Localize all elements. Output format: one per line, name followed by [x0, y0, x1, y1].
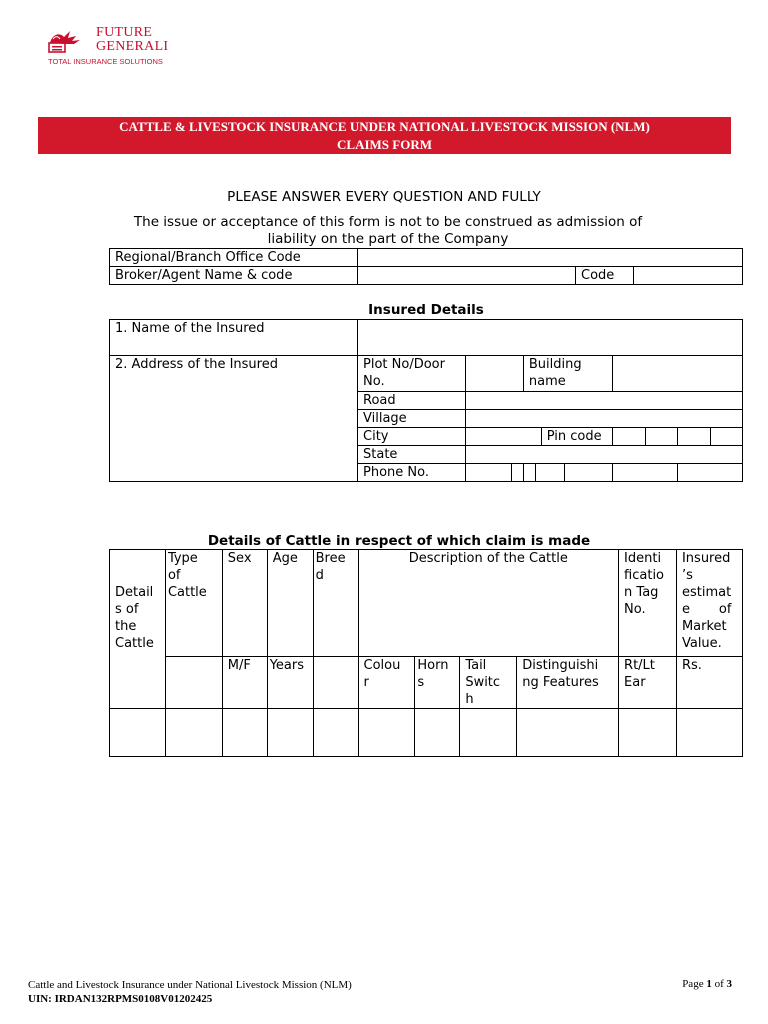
rtlt-line: Ear	[624, 675, 646, 690]
disclaimer-line1: The issue or acceptance of this form is not to be construed as admission of	[133, 214, 643, 230]
entry-cell-horns[interactable]	[415, 709, 460, 757]
ident-header-line: Identi	[624, 551, 662, 566]
cattle-details-title: Details of Cattle in respect of which claim is made	[207, 533, 591, 549]
estimate-header-line: e of	[681, 602, 732, 617]
horns-line: s	[417, 675, 425, 690]
village-label: Village	[358, 410, 466, 428]
years-subheader: Years	[267, 657, 313, 709]
banner-title-line2: CLAIMS FORM	[337, 137, 432, 152]
phone-label: Phone No.	[358, 464, 466, 482]
cattle-details-label-line: Detail	[115, 585, 154, 600]
state-field[interactable]	[466, 446, 743, 464]
village-field[interactable]	[466, 410, 743, 428]
ident-header-line: ficatio	[624, 568, 665, 583]
mf-subheader: M/F	[222, 657, 267, 709]
logo-tagline: TOTAL INSURANCE SOLUTIONS	[48, 57, 163, 66]
office-table	[109, 248, 743, 285]
plot-field[interactable]	[466, 356, 524, 392]
footer-uin: UIN: IRDAN132RPMS0108V01202425	[28, 993, 213, 1005]
footer-left	[28, 978, 352, 1006]
phone-box-3[interactable]	[523, 464, 535, 482]
pin-digit-2[interactable]	[645, 428, 678, 446]
colour-subheader	[358, 657, 415, 709]
entry-cell-value[interactable]	[676, 709, 742, 757]
description-header: Description of the Cattle	[358, 550, 619, 657]
broker-agent-label: Broker/Agent Name & code	[110, 267, 358, 285]
tail-switch-subheader	[460, 657, 517, 709]
cattle-details-label-line: the	[115, 619, 137, 634]
entry-cell-type[interactable]	[165, 709, 222, 757]
entry-cell-sex[interactable]	[222, 709, 267, 757]
of-word: of	[714, 978, 724, 990]
building-field[interactable]	[613, 356, 743, 392]
type-subheader-blank	[165, 657, 222, 709]
regional-branch-label: Regional/Branch Office Code	[110, 249, 358, 267]
insured-name-label: 1. Name of the Insured	[110, 320, 358, 356]
disclaimer-line2: liability on the part of the Company	[267, 231, 509, 247]
regional-branch-field[interactable]	[358, 249, 743, 267]
form-title-banner	[38, 117, 731, 154]
identification-tag-header	[619, 550, 677, 657]
pin-digit-1[interactable]	[613, 428, 646, 446]
logo-text-future: FUTURE	[96, 25, 153, 40]
distinguishing-line: Distinguishi	[522, 658, 599, 673]
entry-cell-age[interactable]	[267, 709, 313, 757]
sex-header: Sex	[222, 550, 267, 657]
city-field[interactable]	[466, 428, 542, 446]
pin-digit-3[interactable]	[678, 428, 711, 446]
type-of-cattle-header	[165, 550, 222, 657]
colour-line: r	[363, 675, 369, 690]
entry-cell-details[interactable]	[110, 709, 166, 757]
building-label-line1: Building	[528, 357, 582, 372]
tail-line: Tail	[465, 658, 487, 673]
tail-line: h	[465, 692, 474, 707]
estimate-header-line: estimat	[681, 585, 732, 600]
estimate-header-line: ’s	[681, 568, 693, 583]
cattle-details-label-line: Cattle	[115, 636, 154, 651]
entry-cell-ear[interactable]	[619, 709, 677, 757]
page-current: 1	[706, 978, 712, 990]
lion-emblem-icon	[46, 28, 90, 54]
phone-box-4[interactable]	[535, 464, 565, 482]
phone-box-1[interactable]	[466, 464, 512, 482]
page-number	[660, 978, 732, 990]
distinguishing-features-subheader	[517, 657, 619, 709]
cattle-details-table	[109, 549, 743, 757]
road-label: Road	[358, 392, 466, 410]
logo-text-generali: GENERALI	[96, 39, 169, 54]
estimate-header-line: Insured	[681, 551, 731, 566]
insured-address-label: 2. Address of the Insured	[110, 356, 358, 482]
insured-name-field[interactable]	[358, 320, 743, 356]
type-header-line: Cattle	[167, 585, 207, 600]
ident-header-line: n Tag	[624, 585, 659, 600]
rt-lt-ear-subheader	[619, 657, 677, 709]
breed-header-line: Bree	[315, 551, 346, 566]
plot-label-line1: Plot No/Door	[363, 357, 445, 372]
banner-title-line1: CATTLE & LIVESTOCK INSURANCE UNDER NATIONAL LIVESTOCK MISSION (NLM)	[119, 119, 650, 134]
estimate-header-line: Market	[681, 619, 727, 634]
colour-line: Colou	[363, 658, 401, 673]
building-label-line2: name	[528, 374, 566, 389]
breed-header-line: d	[315, 568, 324, 583]
instruction-text: PLEASE ANSWER EVERY QUESTION AND FULLY	[227, 189, 541, 205]
cattle-details-label-line: s of	[115, 602, 139, 617]
type-header-line: Type	[167, 551, 198, 566]
age-header: Age	[267, 550, 313, 657]
insured-details-table	[109, 319, 743, 482]
phone-box-2[interactable]	[512, 464, 524, 482]
phone-box-5[interactable]	[565, 464, 613, 482]
entry-cell-tail[interactable]	[460, 709, 517, 757]
distinguishing-line: ng Features	[522, 675, 599, 690]
state-label: State	[358, 446, 466, 464]
page-word: Page	[682, 978, 704, 990]
plot-label-line2: No.	[363, 374, 385, 389]
breed-subheader-blank	[313, 657, 358, 709]
breed-header	[313, 550, 358, 657]
phone-box-7[interactable]	[678, 464, 743, 482]
city-label: City	[358, 428, 466, 446]
horns-line: Horn	[417, 658, 449, 673]
code-field[interactable]	[634, 267, 743, 285]
entry-cell-breed[interactable]	[313, 709, 358, 757]
entry-cell-distinguishing[interactable]	[517, 709, 619, 757]
footer-title: Cattle and Livestock Insurance under National Livestock Mission (NLM)	[28, 979, 352, 991]
market-value-header	[676, 550, 742, 657]
company-logo	[46, 26, 176, 70]
horns-subheader	[415, 657, 460, 709]
tail-line: Switc	[465, 675, 501, 690]
page-total: 3	[726, 978, 732, 990]
cattle-details-label	[110, 550, 166, 709]
pin-digit-4[interactable]	[710, 428, 743, 446]
insured-details-title: Insured Details	[368, 302, 484, 318]
plot-label	[358, 356, 466, 392]
code-label: Code	[576, 267, 634, 285]
type-header-line: of	[167, 568, 181, 583]
estimate-header-line: Value.	[681, 636, 722, 651]
broker-agent-field[interactable]	[358, 267, 576, 285]
building-label	[523, 356, 612, 392]
rtlt-line: Rt/Lt	[624, 658, 655, 673]
pin-code-label: Pin code	[541, 428, 612, 446]
phone-box-6[interactable]	[613, 464, 678, 482]
rs-subheader: Rs.	[676, 657, 742, 709]
ident-header-line: No.	[624, 602, 646, 617]
entry-cell-colour[interactable]	[358, 709, 415, 757]
road-field[interactable]	[466, 392, 743, 410]
